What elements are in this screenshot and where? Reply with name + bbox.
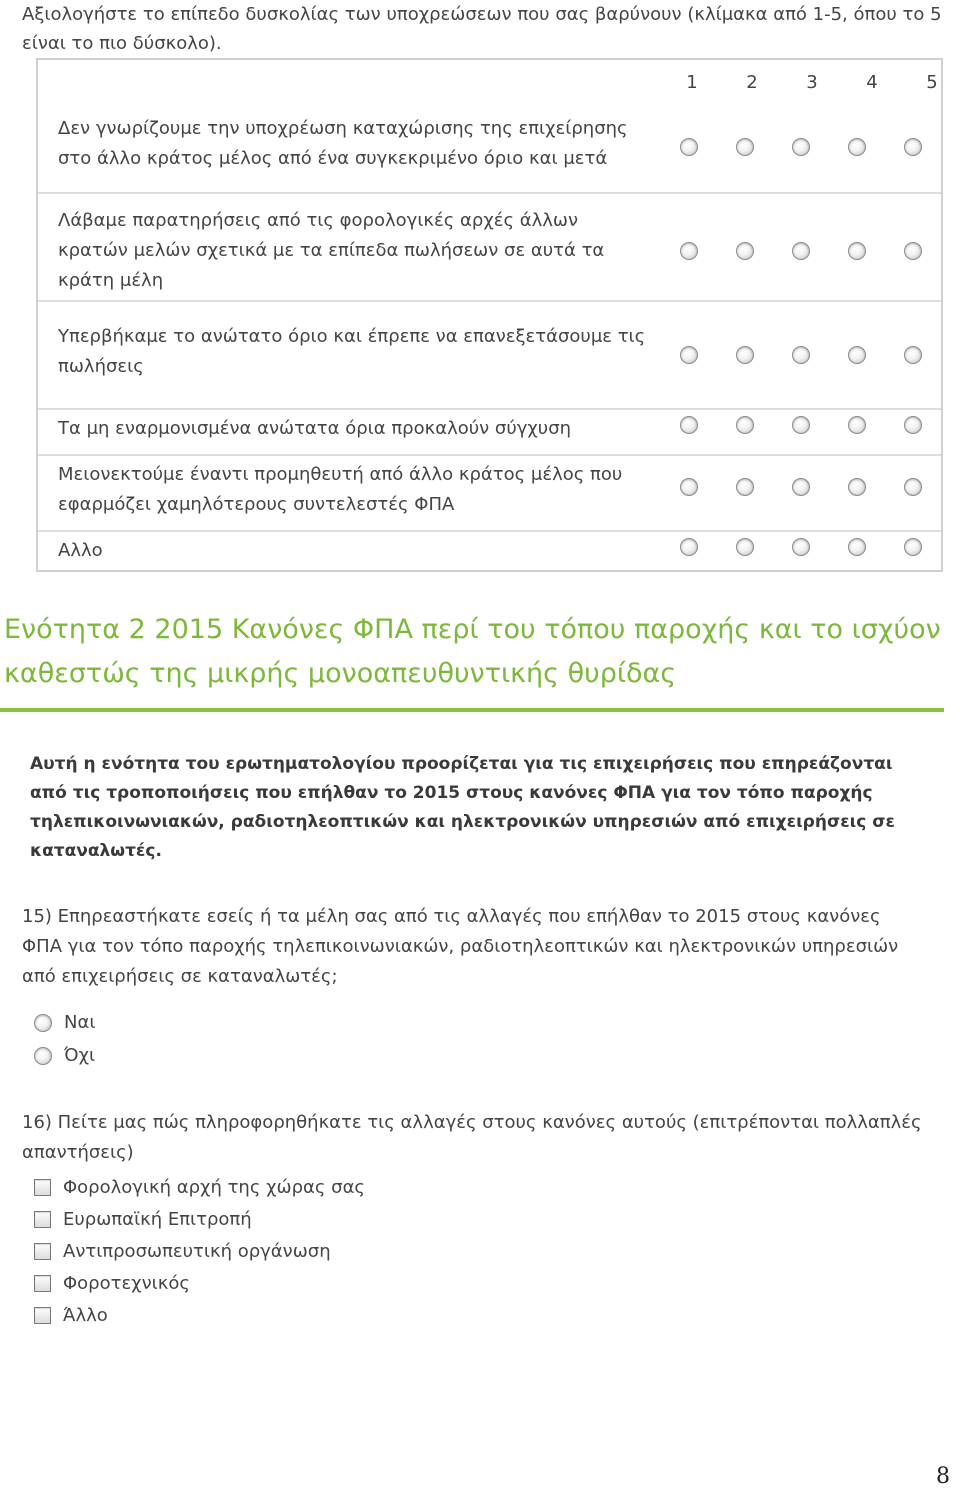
rating-radio-5[interactable]: [904, 478, 922, 496]
rating-radio-4[interactable]: [848, 538, 866, 556]
matrix-row-label: Δεν γνωρίζουμε την υποχρέωση καταχώρισης της επιχείρησης στο άλλο κράτος μέλος από ένα συγκεκριμένο όριο και μετά: [58, 118, 628, 169]
rating-radio-2[interactable]: [736, 138, 754, 156]
matrix-row: [38, 408, 941, 454]
section-divider: [0, 708, 944, 712]
q15-option-label: Ναι: [64, 1012, 96, 1033]
rating-radio-3[interactable]: [792, 478, 810, 496]
rating-radio-5[interactable]: [904, 538, 922, 556]
rating-radio-3[interactable]: [792, 242, 810, 260]
rating-radio-group: [670, 538, 932, 556]
matrix-row-label: Υπερβήκαμε το ανώτατο όριο και έπρεπε να επανεξετάσουμε τις πωλήσεις: [58, 326, 646, 377]
question-16: 16) Πείτε μας πώς πληροφορηθήκατε τις αλλαγές στους κανόνες αυτούς (επιτρέπονται πολλαπλές απαντήσεις): [22, 1112, 922, 1163]
q16-checkbox[interactable]: [34, 1243, 51, 1260]
rating-radio-3[interactable]: [792, 138, 810, 156]
rating-radio-4[interactable]: [848, 242, 866, 260]
rating-matrix: [36, 58, 943, 572]
matrix-row: [38, 300, 941, 408]
matrix-row: [38, 454, 941, 530]
q15-radio-no[interactable]: [34, 1047, 52, 1065]
rating-radio-2[interactable]: [736, 478, 754, 496]
rating-radio-1[interactable]: [680, 478, 698, 496]
rating-radio-2[interactable]: [736, 416, 754, 434]
rating-radio-4[interactable]: [848, 138, 866, 156]
rating-radio-3[interactable]: [792, 346, 810, 364]
q16-option[interactable]: [34, 1273, 190, 1294]
q15-option-no[interactable]: [34, 1045, 95, 1066]
q16-checkbox[interactable]: [34, 1179, 51, 1196]
rating-radio-group: [670, 478, 932, 496]
q16-checkbox[interactable]: [34, 1211, 51, 1228]
rating-radio-5[interactable]: [904, 346, 922, 364]
q16-option-label: Ευρωπαϊκή Επιτροπή: [63, 1209, 252, 1230]
rating-radio-2[interactable]: [736, 242, 754, 260]
matrix-row-label: Τα μη εναρμονισμένα ανώτατα όρια προκαλούν σύγχυση: [58, 418, 572, 439]
section-title: Ενότητα 2 2015 Κανόνες ΦΠΑ περί του τόπου παροχής και το ισχύον καθεστώς της μικρής μονοαπευθυντικής θυρίδας: [4, 614, 941, 689]
rating-radio-group: [670, 416, 932, 434]
q15-radio-yes[interactable]: [34, 1014, 52, 1032]
q16-option-label: Φοροτεχνικός: [63, 1273, 190, 1294]
rating-radio-2[interactable]: [736, 346, 754, 364]
scale-label-2: 2: [746, 72, 758, 93]
rating-radio-1[interactable]: [680, 346, 698, 364]
rating-radio-5[interactable]: [904, 138, 922, 156]
q16-checkbox[interactable]: [34, 1307, 51, 1324]
rating-radio-1[interactable]: [680, 138, 698, 156]
scale-label-5: 5: [926, 72, 938, 93]
rating-radio-group: [670, 242, 932, 260]
rating-radio-3[interactable]: [792, 538, 810, 556]
rating-radio-group: [670, 346, 932, 364]
matrix-row: [38, 192, 941, 300]
scale-label-3: 3: [806, 72, 818, 93]
scale-label-4: 4: [866, 72, 878, 93]
matrix-row-label: Λάβαμε παρατηρήσεις από τις φορολογικές αρχές άλλων κρατών μελών σχετικά με τα επίπεδα πωλήσεων σε αυτά τα κράτη μέλη: [58, 210, 605, 291]
q16-option[interactable]: [34, 1305, 108, 1326]
rating-radio-5[interactable]: [904, 242, 922, 260]
scale-label-1: 1: [686, 72, 698, 93]
q16-option[interactable]: [34, 1209, 252, 1230]
rating-radio-2[interactable]: [736, 538, 754, 556]
q16-option[interactable]: [34, 1241, 331, 1262]
q15-option-label: Όχι: [64, 1045, 96, 1066]
rating-radio-4[interactable]: [848, 346, 866, 364]
rating-radio-1[interactable]: [680, 416, 698, 434]
rating-radio-1[interactable]: [680, 242, 698, 260]
matrix-row-label: Αλλο: [58, 540, 103, 561]
question-15: 15) Επηρεαστήκατε εσείς ή τα μέλη σας από τις αλλαγές που επήλθαν το 2015 στους κανόνες ΦΠΑ για τον τόπο παροχής τηλεπικοινωνιακών, ραδιοτηλεοπτικών και ηλεκτρονικών υπηρεσιών από επιχειρήσεις σε καταναλωτές;: [22, 906, 899, 987]
rating-radio-1[interactable]: [680, 538, 698, 556]
q16-option-label: Φορολογική αρχή της χώρας σας: [63, 1177, 366, 1198]
rating-radio-5[interactable]: [904, 416, 922, 434]
q16-option-label: Αντιπροσωπευτική οργάνωση: [63, 1241, 331, 1262]
rating-radio-3[interactable]: [792, 416, 810, 434]
rating-radio-group: [670, 138, 932, 156]
matrix-row: [38, 530, 941, 572]
q16-option-label: Άλλο: [63, 1305, 108, 1326]
rating-radio-4[interactable]: [848, 416, 866, 434]
q16-checkbox[interactable]: [34, 1275, 51, 1292]
intro-text: Αξιολογήστε το επίπεδο δυσκολίας των υποχρεώσεων που σας βαρύνουν (κλίμακα από 1-5, όπου το 5 είναι το πιο δύσκολο).: [22, 4, 942, 54]
section-description: Αυτή η ενότητα του ερωτηματολογίου προορίζεται για τις επιχειρήσεις που επηρεάζονται από τις τροποποιήσεις που επήλθαν το 2015 στους κανόνες ΦΠΑ για τον τόπο παροχής τηλεπικοινωνιακών, ραδιοτηλεοπτικών και ηλεκτρονικών υπηρεσιών από επιχειρήσεις σε καταναλωτές.: [30, 754, 895, 861]
q16-option[interactable]: [34, 1177, 365, 1198]
scale-header: [672, 72, 952, 93]
matrix-row: [38, 110, 941, 192]
page-number: 8: [936, 1464, 950, 1489]
q15-option-yes[interactable]: [34, 1012, 95, 1033]
matrix-row-label: Μειονεκτούμε έναντι προμηθευτή από άλλο κράτος μέλος που εφαρμόζει χαμηλότερους συντελεστές ΦΠΑ: [58, 464, 623, 515]
rating-radio-4[interactable]: [848, 478, 866, 496]
